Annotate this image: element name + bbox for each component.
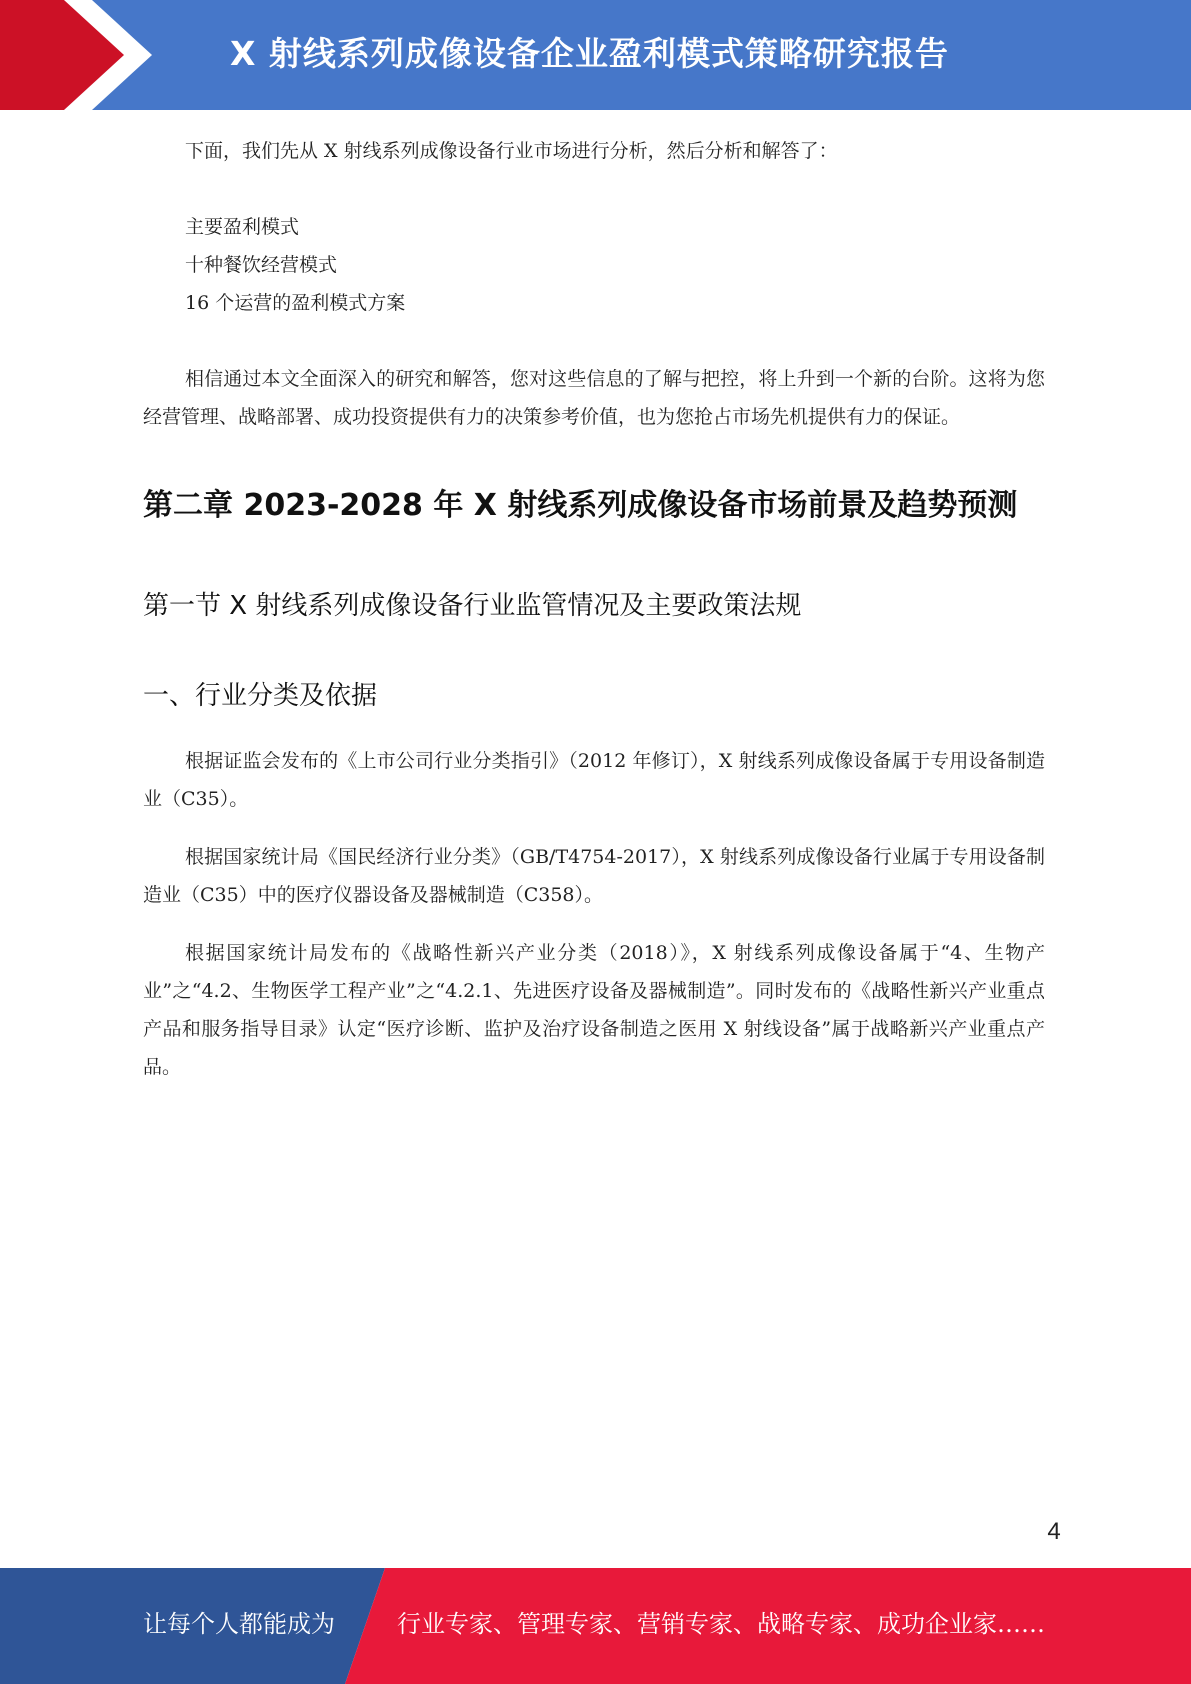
subsection-heading: 一、行业分类及依据 <box>143 681 378 711</box>
header-banner <box>0 0 1191 110</box>
list-item: 16 个运营的盈利模式方案 <box>185 292 406 314</box>
footer-tagline: 行业专家、管理专家、营销专家、战略专家、成功企业家…… <box>397 1610 1045 1638</box>
list-item: 主要盈利模式 <box>185 216 300 238</box>
document-body <box>143 132 1045 1106</box>
intro-lead: 下面，我们先从 X 射线系列成像设备行业市场进行分析，然后分析和解答了： <box>185 140 838 162</box>
intro-list <box>185 208 1045 322</box>
chapter-heading: 第二章 2023-2028 年 X 射线系列成像设备市场前景及趋势预测 <box>143 488 1018 523</box>
intro-closing: 相信通过本文全面深入的研究和解答，您对这些信息的了解与把控，将上升到一个新的台阶。这将为您经营管理、战略部署、成功投资提供有力的决策参考价值，也为您抢占市场先机提供有力的保证。 <box>143 368 1045 428</box>
page-number: 4 <box>1047 1518 1061 1545</box>
policy-paragraph: 根据证监会发布的《上市公司行业分类指引》（2012 年修订），X 射线系列成像设备属于专用设备制造业（C35）。 <box>143 750 1045 810</box>
policy-paragraph: 根据国家统计局《国民经济行业分类》（GB/T4754-2017），X 射线系列成像设备行业属于专用设备制造业（C35）中的医疗仪器设备及器械制造（C358）。 <box>143 846 1045 906</box>
policy-paragraphs <box>143 742 1045 1086</box>
footer-slogan: 让每个人都能成为 <box>143 1610 335 1638</box>
section-heading: 第一节 X 射线系列成像设备行业监管情况及主要政策法规 <box>143 591 802 621</box>
list-item: 十种餐饮经营模式 <box>185 254 338 276</box>
policy-paragraph: 根据国家统计局发布的《战略性新兴产业分类（2018）》，X 射线系列成像设备属于“4、生物产业”之“4.2、生物医学工程产业”之“4.2.1、先进医疗设备及器械制造”。同时发布的《战略性新兴产业重点产品和服务指导目录》认定“医疗诊断、监护及治疗设备制造之医用 X 射线设备”属于战略新兴产业重点产品。 <box>143 942 1045 1078</box>
report-title: X 射线系列成像设备企业盈利模式策略研究报告 <box>230 34 949 73</box>
footer-banner <box>0 1568 1191 1684</box>
